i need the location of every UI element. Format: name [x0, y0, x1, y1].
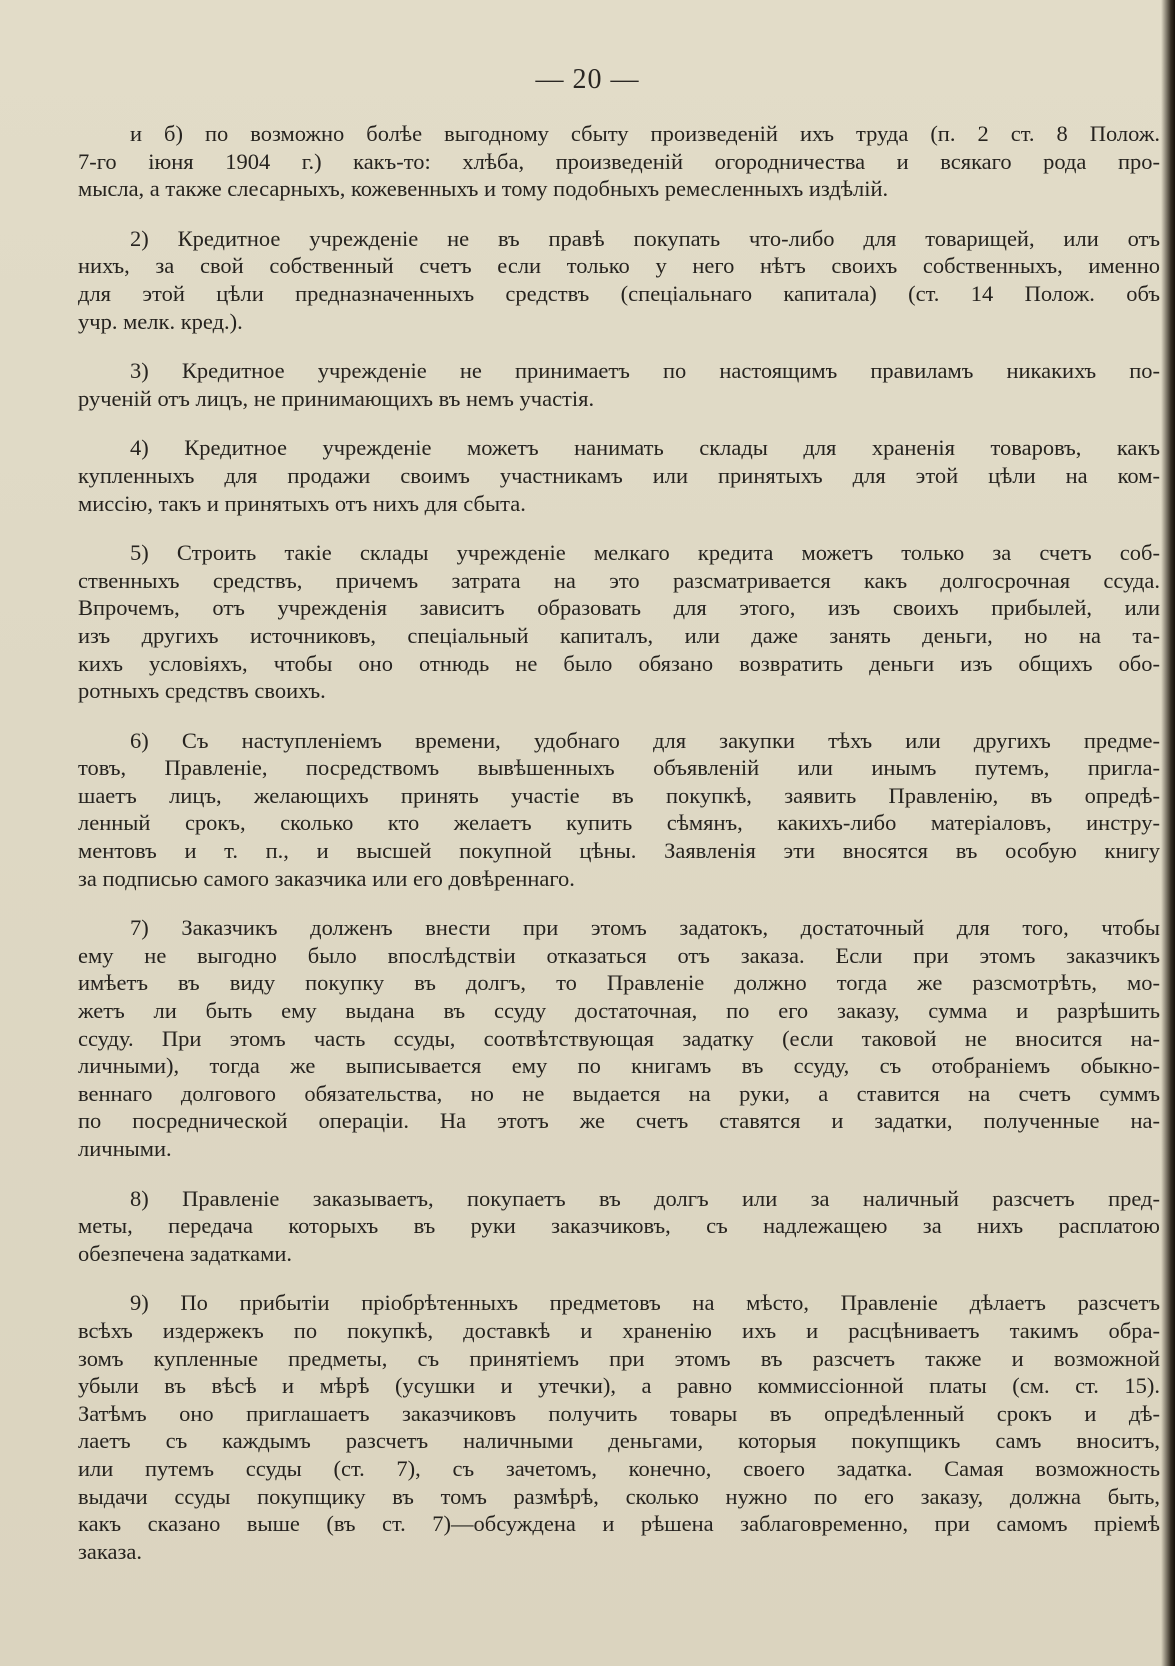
page-number: — 20 —	[535, 64, 640, 95]
text-line: миссію, такъ и принятыхъ отъ нихъ для сбыта.	[78, 490, 526, 516]
paragraph-3	[78, 357, 1160, 412]
text-line: заказа.	[78, 1538, 142, 1564]
text-line: 5) Строить такіе склады учрежденіе мелкаго кредита можетъ только за счетъ соб-	[130, 540, 1160, 566]
text-line: личными), тогда же выписывается ему по книгамъ въ ссуду, съ отобраніемъ обыкно-	[78, 1053, 1160, 1079]
text-line: шаетъ лицъ, желающихъ принять участіе въ покупкѣ, заявить Правленію, въ опредѣ-	[78, 782, 1160, 808]
text-line: ственныхъ средствъ, причемъ затрата на это разсматривается какъ долгосрочная ссуда.	[78, 567, 1160, 593]
text-line: по посреднической операціи. На этотъ же счетъ ставятся и задатки, полученные на-	[78, 1108, 1160, 1134]
text-line: имѣетъ въ виду покупку въ долгъ, то Правленіе должно тогда же разсмотрѣть, мо-	[78, 970, 1160, 996]
text-line: рученій отъ лицъ, не принимающихъ въ немъ участія.	[78, 385, 595, 411]
text-line: нихъ, за свой собственный счетъ если только у него нѣтъ своихъ собственныхъ, именно	[78, 253, 1160, 279]
paragraph-5	[78, 539, 1160, 705]
text-line: жетъ ли быть ему выдана въ ссуду достаточная, по его заказу, сумма и разрѣшить	[78, 998, 1160, 1024]
page-edge-shadow	[1161, 0, 1175, 1666]
text-line: товъ, Правленіе, посредствомъ вывѣшенныхъ объявленій или инымъ путемъ, пригла-	[78, 755, 1160, 781]
text-line: ротныхъ средствъ своихъ.	[78, 678, 326, 704]
text-line: меты, передача которыхъ въ руки заказчиковъ, съ надлежащею за нихъ расплатою	[78, 1213, 1160, 1239]
text-line: ему не выгодно было впослѣдствіи отказаться отъ заказа. Если при этомъ заказчикъ	[78, 942, 1160, 968]
text-line: ленный срокъ, сколько кто желаетъ купить сѣмянъ, какихъ-либо матеріаловъ, инстру-	[78, 810, 1160, 836]
text-line: всѣхъ издержекъ по покупкѣ, доставкѣ и храненію ихъ и расцѣниваетъ такимъ обра-	[78, 1317, 1160, 1343]
text-line: или путемъ ссуды (ст. 7), съ зачетомъ, конечно, своего задатка. Самая возможность	[78, 1455, 1160, 1481]
text-line: лаетъ съ каждымъ разсчетъ наличными деньгами, которыя покупщикъ самъ вноситъ,	[78, 1428, 1160, 1454]
text-line: кихъ условіяхъ, чтобы оно отнюдь не было обязано возвратить деньги изъ общихъ обо-	[78, 650, 1160, 676]
text-line: выдачи ссуды покупщику въ томъ размѣрѣ, сколько нужно по его заказу, должна быть,	[78, 1483, 1160, 1509]
text-line: за подписью самого заказчика или его довѣреннаго.	[78, 865, 575, 891]
text-line: личными.	[78, 1136, 172, 1161]
text-line: изъ другихъ источниковъ, спеціальный капиталъ, или даже занять деньги, но на та-	[78, 622, 1160, 648]
text-line: 8) Правленіе заказываетъ, покупаетъ въ долгъ или за наличный разсчетъ пред-	[130, 1185, 1160, 1211]
paragraph-7	[78, 914, 1160, 1162]
text-line: для этой цѣли предназначенныхъ средствъ (спеціальнаго капитала) (ст. 14 Полож. объ	[78, 280, 1160, 306]
paragraph-4	[78, 434, 1160, 517]
text-line: веннаго долгового обязательства, но не выдается на руки, а ставится на счетъ суммъ	[78, 1080, 1160, 1106]
paragraph-6	[78, 727, 1160, 893]
text-line: Затѣмъ оно приглашаетъ заказчиковъ получить товары въ опредѣленный срокъ и дѣ-	[78, 1400, 1160, 1426]
text-line: зомъ купленные предметы, съ принятіемъ при этомъ въ разсчетъ также и возможной	[78, 1345, 1160, 1371]
text-line: и б) по возможно болѣе выгодному сбыту произведеній ихъ труда (п. 2 ст. 8 Полож.	[130, 121, 1160, 146]
text-line: Впрочемъ, отъ учрежденія зависитъ образовать для этого, изъ своихъ прибылей, или	[78, 595, 1160, 621]
body-text	[78, 120, 1160, 1565]
paragraph-9	[78, 1289, 1160, 1565]
paragraph-1	[78, 120, 1160, 203]
text-line: учр. мелк. кред.).	[78, 308, 243, 334]
paragraph-2	[78, 225, 1160, 335]
text-line: 4) Кредитное учрежденіе можетъ нанимать склады для храненія товаровъ, какъ	[130, 435, 1160, 461]
text-line: какъ сказано выше (въ ст. 7)—обсуждена и рѣшена заблаговременно, при самомъ пріемѣ	[78, 1511, 1160, 1537]
text-line: 7) Заказчикъ долженъ внести при этомъ задатокъ, достаточный для того, чтобы	[130, 915, 1160, 941]
text-line: купленныхъ для продажи своимъ участникамъ или принятыхъ для этой цѣли на ком-	[78, 462, 1160, 488]
text-line: 9) По прибытіи пріобрѣтенныхъ предметовъ на мѣсто, Правленіе дѣлаетъ разсчетъ	[130, 1290, 1160, 1316]
text-line: убыли въ вѣсѣ и мѣрѣ (усушки и утечки), а равно коммиссіонной платы (см. ст. 15).	[78, 1373, 1160, 1399]
text-line: ментовъ и т. п., и высшей покупной цѣны. Заявленія эти вносятся въ особую книгу	[78, 838, 1160, 864]
text-line: 7-го іюня 1904 г.) какъ-то: хлѣба, произведеній огородничества и всякаго рода про-	[78, 148, 1160, 174]
text-line: 2) Кредитное учрежденіе не въ правѣ покупать что-либо для товарищей, или отъ	[130, 225, 1160, 251]
paragraph-8	[78, 1185, 1160, 1268]
text-line: обезпечена задатками.	[78, 1240, 293, 1266]
text-line: мысла, а также слесарныхъ, кожевенныхъ и тому подобныхъ ремесленныхъ издѣлій.	[78, 176, 889, 202]
text-line: 6) Съ наступленіемъ времени, удобнаго для закупки тѣхъ или другихъ предме-	[130, 727, 1160, 753]
text-line: ссуду. При этомъ часть ссуды, соотвѣтствующая задатку (если таковой не вносится на-	[78, 1025, 1160, 1051]
text-line: 3) Кредитное учрежденіе не принимаетъ по настоящимъ правиламъ никакихъ по-	[130, 358, 1160, 384]
